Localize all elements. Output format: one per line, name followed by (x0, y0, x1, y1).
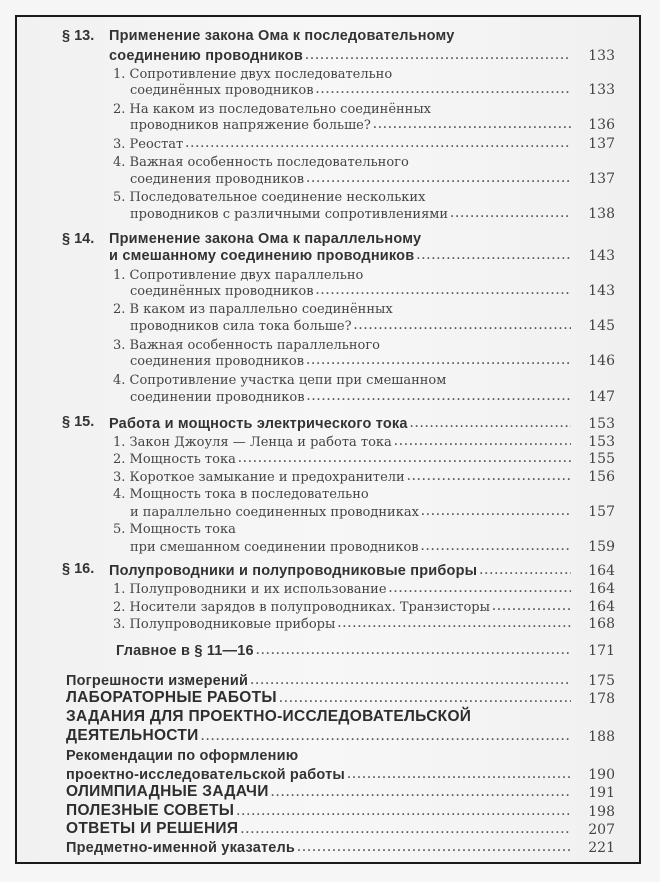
subsection-title-cont: соединении проводников (130, 390, 305, 405)
page-number: 171 (588, 643, 615, 659)
subsection-title: 4. Сопротивление участка цепи при смешанном (113, 373, 447, 388)
toc-entry-summary[interactable] (116, 641, 615, 659)
subsection-title: 1. Сопротивление двух параллельно (113, 268, 364, 283)
subsection-title: 3. Полупроводниковые приборы (113, 617, 336, 632)
leader-dots (306, 169, 571, 187)
toc-entry[interactable] (113, 432, 615, 450)
section-number: § 14. (62, 231, 95, 247)
toc-entry-project-tasks[interactable] (66, 727, 615, 745)
leader-dots (306, 351, 571, 369)
toc-entry[interactable] (113, 467, 615, 485)
leader-dots (373, 115, 571, 133)
leader-dots (421, 502, 571, 520)
page-number: 153 (588, 434, 615, 450)
page-number: 143 (588, 248, 615, 264)
toc-entry[interactable] (130, 502, 615, 520)
section-number: § 16. (62, 561, 95, 577)
toc-entry[interactable] (130, 204, 615, 222)
subsection-title: 4. Важная особенность последовательного (113, 155, 409, 170)
page-number: 164 (588, 599, 615, 615)
subsection-title-cont: соединения проводников (130, 354, 305, 369)
toc-entry-useful-tips[interactable] (66, 802, 615, 820)
subsection-title: 3. Короткое замыкание и предохранители (113, 470, 405, 485)
entry-title: ОТВЕТЫ И РЕШЕНИЯ (66, 820, 239, 837)
subsection-title: 2. Носители зарядов в полупроводниках. Транзисторы (113, 600, 490, 615)
page-number: 136 (588, 117, 615, 133)
entry-title: Погрешности измерений (66, 673, 249, 689)
page-number: 168 (588, 616, 615, 632)
section-number: § 15. (62, 414, 95, 430)
subsection-title-cont: соединённых проводников (130, 284, 314, 299)
leader-dots (316, 281, 571, 299)
entry-title: ЗАДАНИЯ ДЛЯ ПРОЕКТНО-ИССЛЕДОВАТЕЛЬСКОЙ (66, 708, 472, 725)
page-number: 190 (588, 767, 615, 783)
section-title: Применение закона Ома к параллельному (109, 231, 422, 247)
leader-dots (354, 316, 571, 334)
toc-entry[interactable] (113, 134, 615, 152)
subsection-title-cont: соединённых проводников (130, 83, 314, 98)
leader-dots (389, 579, 571, 597)
subsection-title: 5. Мощность тока (113, 522, 236, 537)
page-number: 145 (588, 318, 615, 334)
toc-entry[interactable] (130, 115, 615, 133)
leader-dots (337, 614, 571, 632)
leader-dots (421, 537, 571, 555)
toc-entry-measurement-errors[interactable] (66, 671, 615, 689)
page-number: 133 (588, 82, 615, 98)
toc-entry[interactable] (130, 80, 615, 98)
page-number: 157 (588, 504, 615, 520)
page-number: 178 (588, 691, 615, 707)
leader-dots (407, 467, 571, 485)
page-number: 137 (588, 171, 615, 187)
page-number: 146 (588, 353, 615, 369)
toc-entry-section-16[interactable] (109, 561, 615, 579)
toc-entry[interactable] (130, 537, 615, 555)
entry-title: ПОЛЕЗНЫЕ СОВЕТЫ (66, 802, 235, 819)
section-title: Применение закона Ома к последовательному (109, 28, 455, 44)
leader-dots (410, 414, 571, 432)
subsection-title: 1. Полупроводники и их использование (113, 582, 387, 597)
page-number: 159 (588, 539, 615, 555)
subsection-title-cont: соединения проводников (130, 172, 305, 187)
section-number: § 13. (62, 28, 95, 44)
page-number: 153 (588, 416, 615, 432)
page-number: 207 (588, 822, 615, 838)
subsection-title: 1. Сопротивление двух последовательно (113, 67, 393, 82)
leader-dots (347, 765, 571, 783)
leader-dots (250, 671, 571, 689)
section-title: Работа и мощность электрического тока (109, 416, 408, 432)
subsection-title-cont: проводников напряжение больше? (130, 118, 371, 133)
leader-dots (256, 641, 571, 659)
page-number: 143 (588, 283, 615, 299)
subsection-title: 1. Закон Джоуля — Ленца и работа тока (113, 435, 392, 450)
toc-entry[interactable] (113, 614, 615, 632)
toc-entry-recommendations[interactable] (66, 765, 615, 783)
leader-dots (271, 783, 571, 801)
page-number: 164 (588, 581, 615, 597)
leader-dots (492, 597, 571, 615)
leader-dots (479, 561, 571, 579)
entry-title: Рекомендации по оформлению (66, 748, 299, 764)
subsection-title: 2. Мощность тока (113, 452, 236, 467)
entry-title-cont: проектно-исследовательской работы (66, 767, 345, 783)
page-number: 191 (588, 785, 615, 801)
toc-entry-subject-index[interactable] (66, 838, 615, 856)
subsection-title: 2. В каком из параллельно соединённых (113, 302, 393, 317)
toc-entry[interactable] (130, 169, 615, 187)
leader-dots (450, 204, 571, 222)
page-number: 137 (588, 136, 615, 152)
subsection-title: 3. Важная особенность параллельного (113, 338, 381, 353)
subsection-title: 5. Последовательное соединение нескольких (113, 190, 426, 205)
subsection-title: 2. На каком из последовательно соединённых (113, 102, 432, 117)
page-number: 133 (588, 48, 615, 64)
leader-dots (238, 449, 571, 467)
toc-entry-section-15[interactable] (109, 414, 615, 432)
entry-title: Предметно-именной указатель (66, 840, 296, 856)
subsection-title-cont: при смешанном соединении проводников (130, 540, 419, 555)
section-title-cont: и смешанному соединению проводников (109, 248, 415, 264)
section-title-cont: соединению проводников (109, 48, 303, 64)
toc-entry-section-13[interactable] (109, 46, 615, 64)
toc-entry[interactable] (130, 281, 615, 299)
page-number: 138 (588, 206, 615, 222)
toc-entry[interactable] (113, 449, 615, 467)
subsection-title-cont: проводников сила тока больше? (130, 319, 352, 334)
summary-title: Главное в § 11—16 (116, 643, 254, 659)
leader-dots (201, 727, 571, 745)
toc-entry-answers[interactable] (66, 820, 615, 838)
page-number: 221 (588, 840, 615, 856)
page-number: 155 (588, 451, 615, 467)
subsection-title: 3. Реостат (113, 137, 184, 152)
page-number: 156 (588, 469, 615, 485)
leader-dots (394, 432, 571, 450)
page-number: 147 (588, 389, 615, 405)
toc-entry[interactable] (130, 316, 615, 334)
leader-dots (297, 838, 571, 856)
section-title: Полупроводники и полупроводниковые приборы (109, 563, 478, 579)
leader-dots (185, 134, 571, 152)
subsection-title-cont: и параллельно соединенных проводниках (130, 505, 419, 520)
toc-entry-section-14[interactable] (109, 246, 615, 264)
leader-dots (240, 820, 571, 838)
toc-entry[interactable] (113, 579, 615, 597)
leader-dots (279, 689, 571, 707)
page-number: 175 (588, 673, 615, 689)
entry-title: ЛАБОРАТОРНЫЕ РАБОТЫ (66, 689, 277, 706)
subsection-title-cont: проводников с различными сопротивлениями (130, 207, 449, 222)
toc-entry-lab-works[interactable] (66, 689, 615, 707)
toc-entry[interactable] (130, 351, 615, 369)
toc-entry-olympiad[interactable] (66, 783, 615, 801)
toc-entry[interactable] (130, 387, 615, 405)
entry-title-cont: ДЕЯТЕЛЬНОСТИ (66, 727, 199, 744)
subsection-title: 4. Мощность тока в последовательно (113, 487, 369, 502)
leader-dots (307, 387, 571, 405)
leader-dots (305, 46, 571, 64)
page-number: 164 (588, 563, 615, 579)
page-number: 188 (588, 729, 615, 745)
page-number: 198 (588, 804, 615, 820)
entry-title: ОЛИМПИАДНЫЕ ЗАДАЧИ (66, 783, 269, 800)
leader-dots (236, 802, 571, 820)
toc-entry[interactable] (113, 597, 615, 615)
leader-dots (416, 246, 571, 264)
leader-dots (316, 80, 571, 98)
